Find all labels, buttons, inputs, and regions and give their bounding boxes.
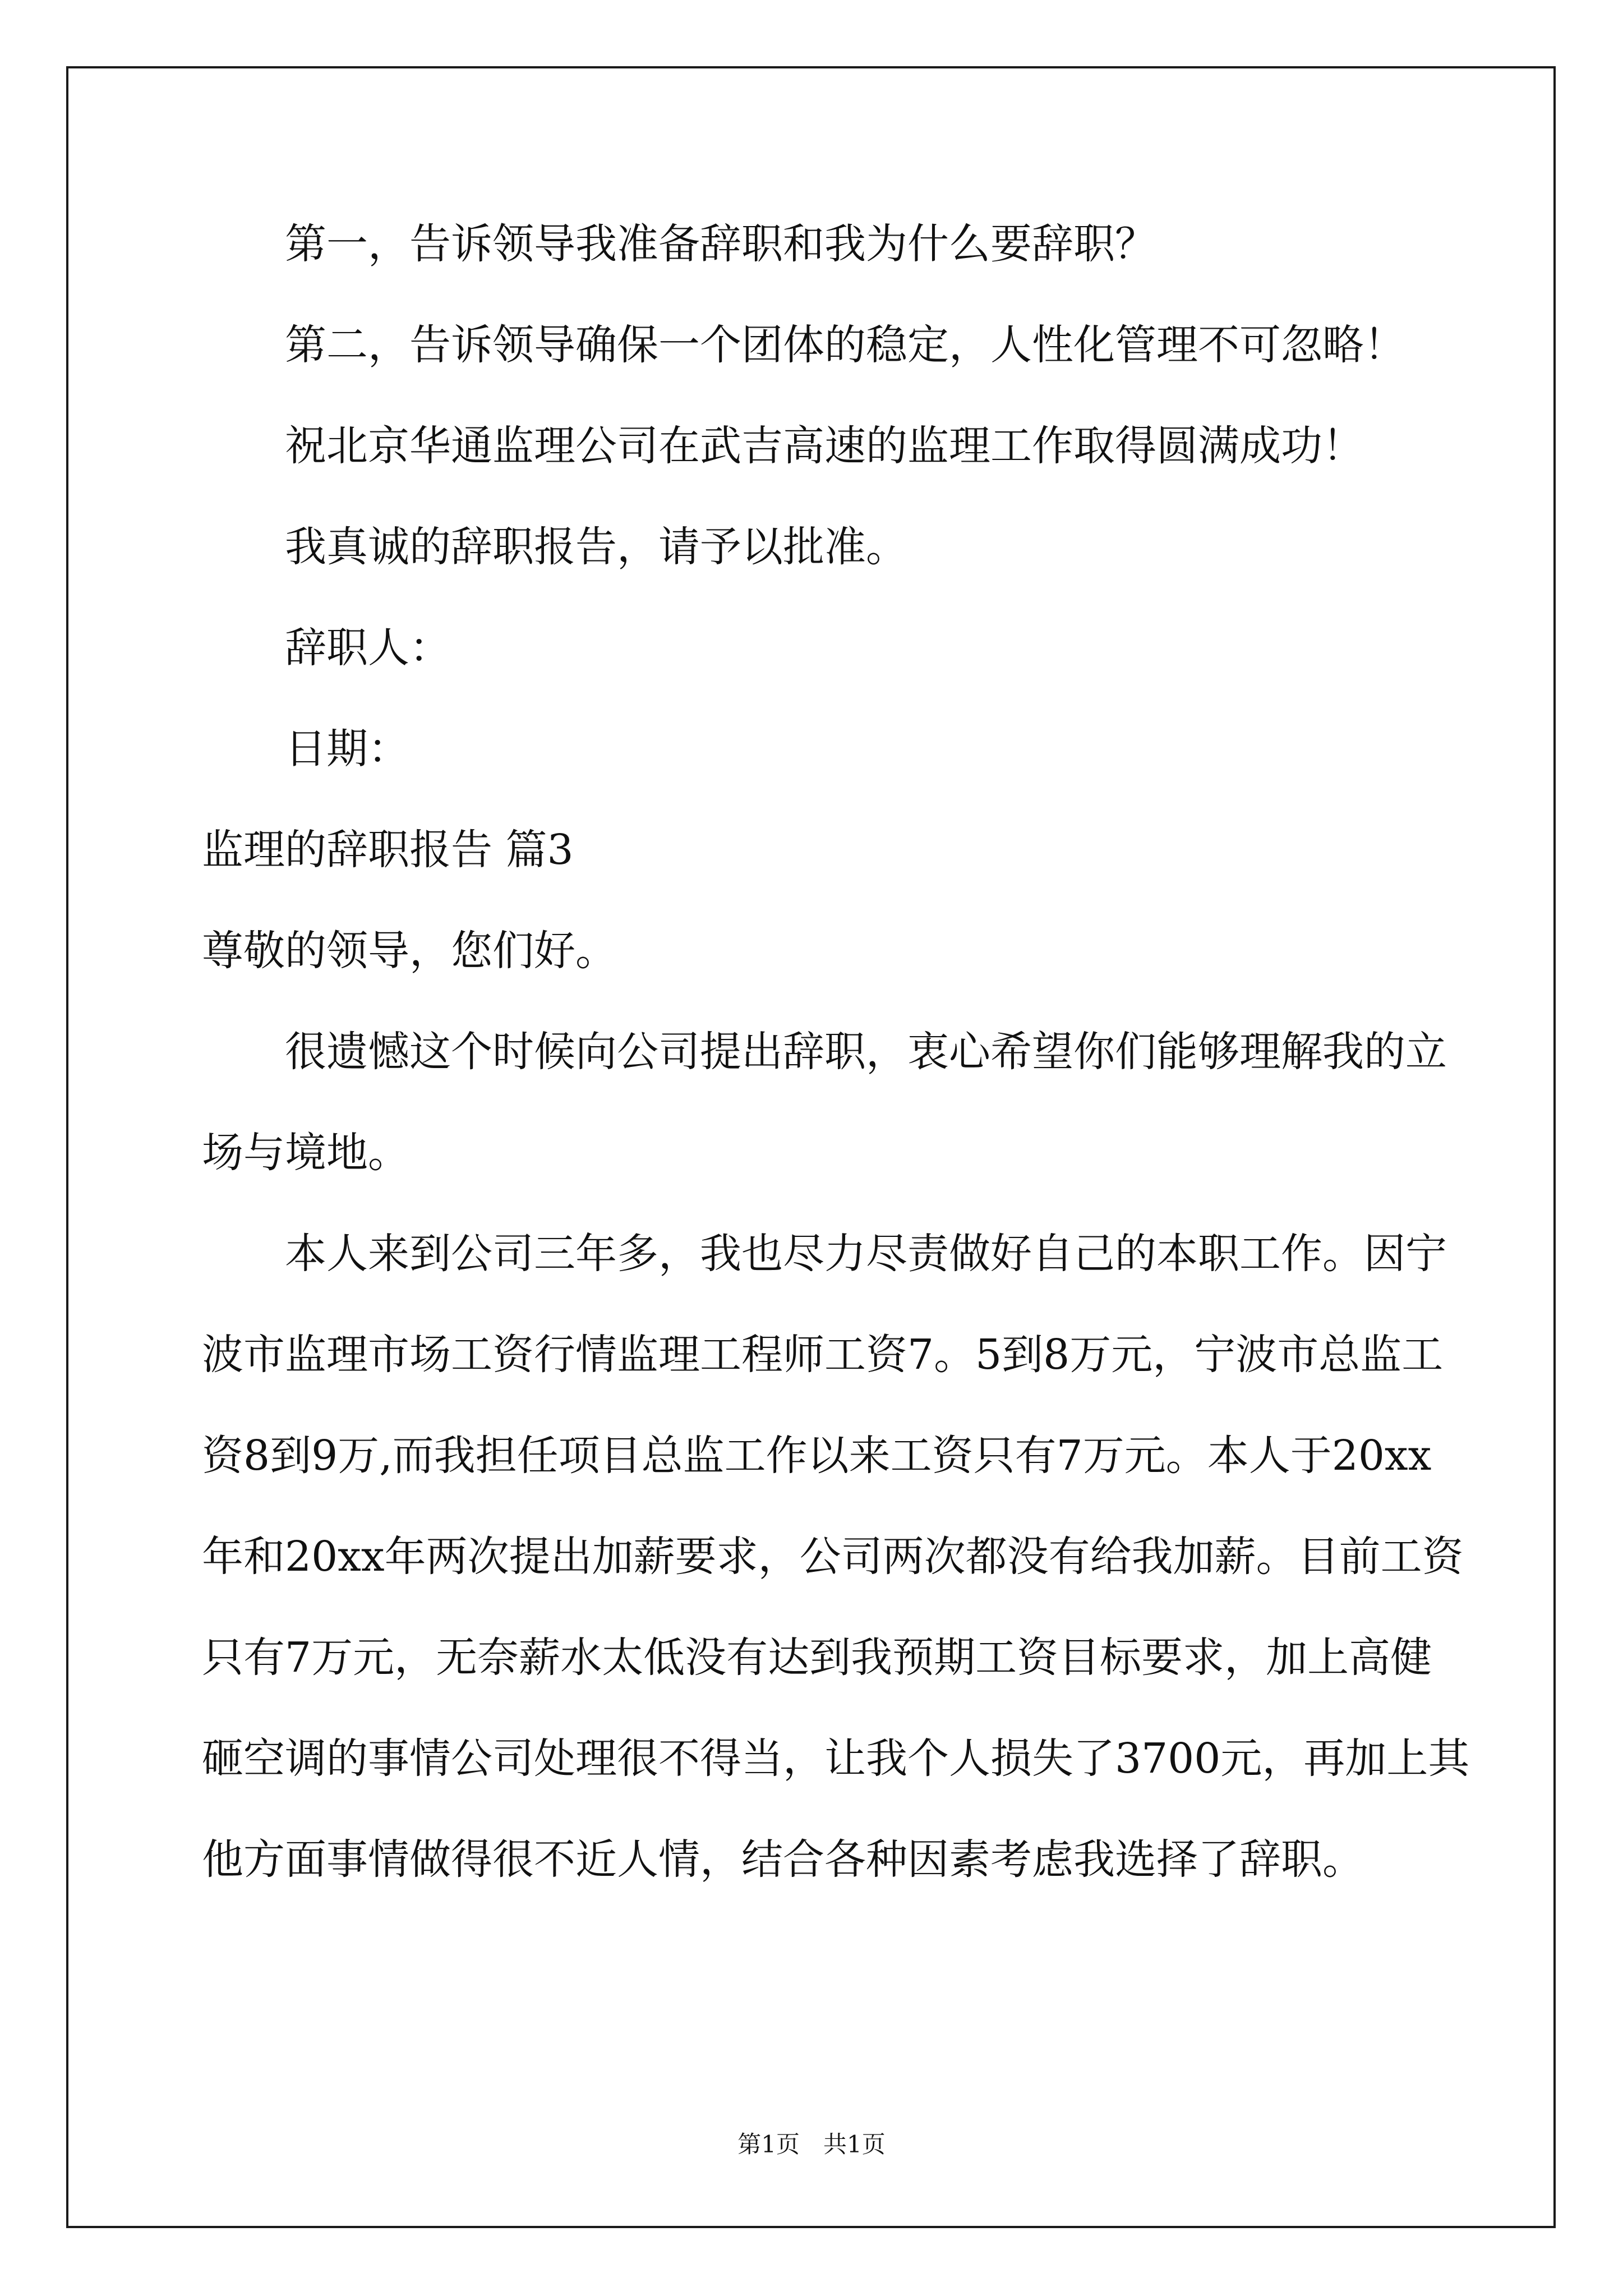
- paragraph-line: 年和20xx年两次提出加薪要求，公司两次都没有给我加薪。目前工资: [202, 1533, 1464, 1581]
- paragraph-line: 很遗憾这个时候向公司提出辞职，衷心希望你们能够理解我的立: [202, 1028, 1447, 1076]
- paragraph-line: 波市监理市场工资行情监理工程师工资7。5到8万元，宁波市总监工: [202, 1331, 1444, 1379]
- paragraph-line: 砸空调的事情公司处理很不得当，让我个人损失了3700元，再加上其: [202, 1734, 1470, 1783]
- paragraph-line: 本人来到公司三年多，我也尽力尽责做好自己的本职工作。因宁: [202, 1230, 1447, 1278]
- salutation: 尊敬的领导，您们好。: [202, 927, 617, 975]
- paragraph-line: 我真诚的辞职报告，请予以批准。: [202, 523, 907, 571]
- paragraph-line: 辞职人：: [202, 624, 451, 672]
- paragraph-line: 祝北京华通监理公司在武吉高速的监理工作取得圆满成功！: [202, 422, 1364, 470]
- paragraph-line: 第二，告诉领导确保一个团体的稳定，人性化管理不可忽略！: [202, 321, 1405, 369]
- paragraph-line: 第一，告诉领导我准备辞职和我为什么要辞职？: [202, 220, 1156, 268]
- paragraph-line: 他方面事情做得很不近人情，结合各种因素考虑我选择了辞职。: [202, 1835, 1364, 1884]
- page-number-footer: 第1页 共1页: [737, 2131, 886, 2158]
- paragraph-line: 资8到9万,而我担任项目总监工作以来工资只有7万元。本人于20xx: [202, 1432, 1432, 1480]
- paragraph-line: 场与境地。: [202, 1129, 409, 1177]
- paragraph-line: 只有7万元，无奈薪水太低没有达到我预期工资目标要求，加上高健: [202, 1634, 1432, 1682]
- paragraph-line: 日期：: [202, 725, 409, 773]
- section-heading: 监理的辞职报告 篇3: [202, 826, 574, 874]
